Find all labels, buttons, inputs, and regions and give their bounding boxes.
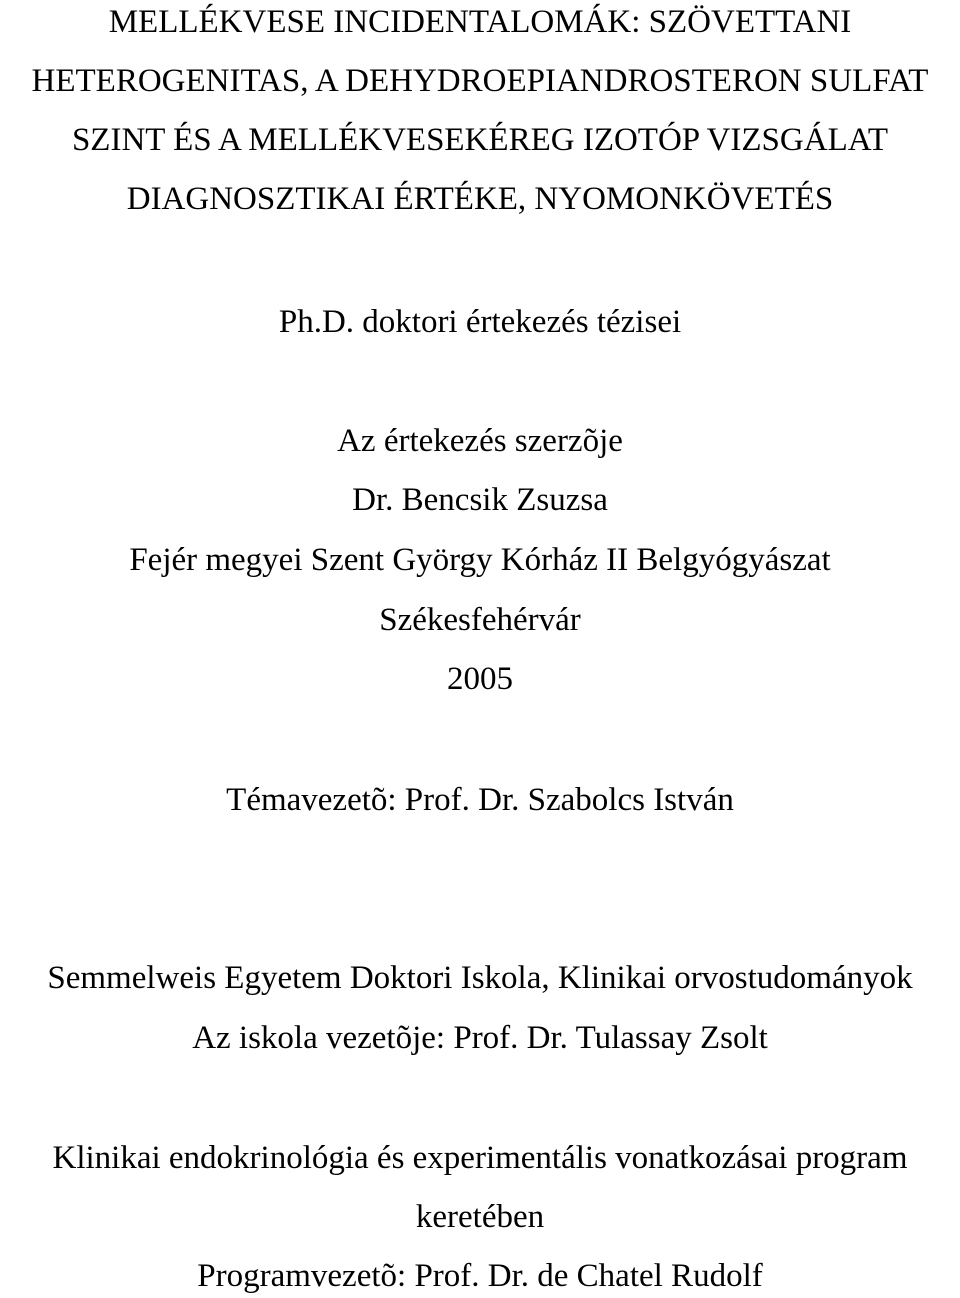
program-head: Programvezetõ: Prof. Dr. de Chatel Rudolf <box>197 1258 763 1294</box>
program-line-1: Klinikai endokrinológia és experimentális vonatkozásai program <box>52 1140 908 1176</box>
title-line-3: SZINT ÉS A MELLÉKVESEKÉREG IZOTÓP VIZSGÁLAT <box>71 122 889 158</box>
author-label: Az értekezés szerzõje <box>337 423 623 459</box>
school-head: Az iskola vezetõje: Prof. Dr. Tulassay Zsolt <box>192 1020 768 1056</box>
doctoral-school: Semmelweis Egyetem Doktori Iskola, Klinikai orvostudományok <box>47 960 913 996</box>
year: 2005 <box>447 661 513 697</box>
title-line-1: MELLÉKVESE INCIDENTALOMÁK: SZÖVETTANI <box>108 4 852 40</box>
supervisor: Témavezetõ: Prof. Dr. Szabolcs István <box>226 782 734 818</box>
subtitle: Ph.D. doktori értekezés tézisei <box>278 304 682 340</box>
title-line-4: DIAGNOSZTIKAI ÉRTÉKE, NYOMONKÖVETÉS <box>126 181 834 217</box>
author-name: Dr. Bencsik Zsuzsa <box>352 482 608 518</box>
title-line-2: HETEROGENITAS, A DEHYDROEPIANDROSTERON SULFAT <box>31 63 929 99</box>
program-line-2: keretében <box>415 1199 545 1235</box>
institution: Fejér megyei Szent György Kórház II Belgyógyászat <box>129 542 831 578</box>
city: Székesfehérvár <box>379 602 581 638</box>
